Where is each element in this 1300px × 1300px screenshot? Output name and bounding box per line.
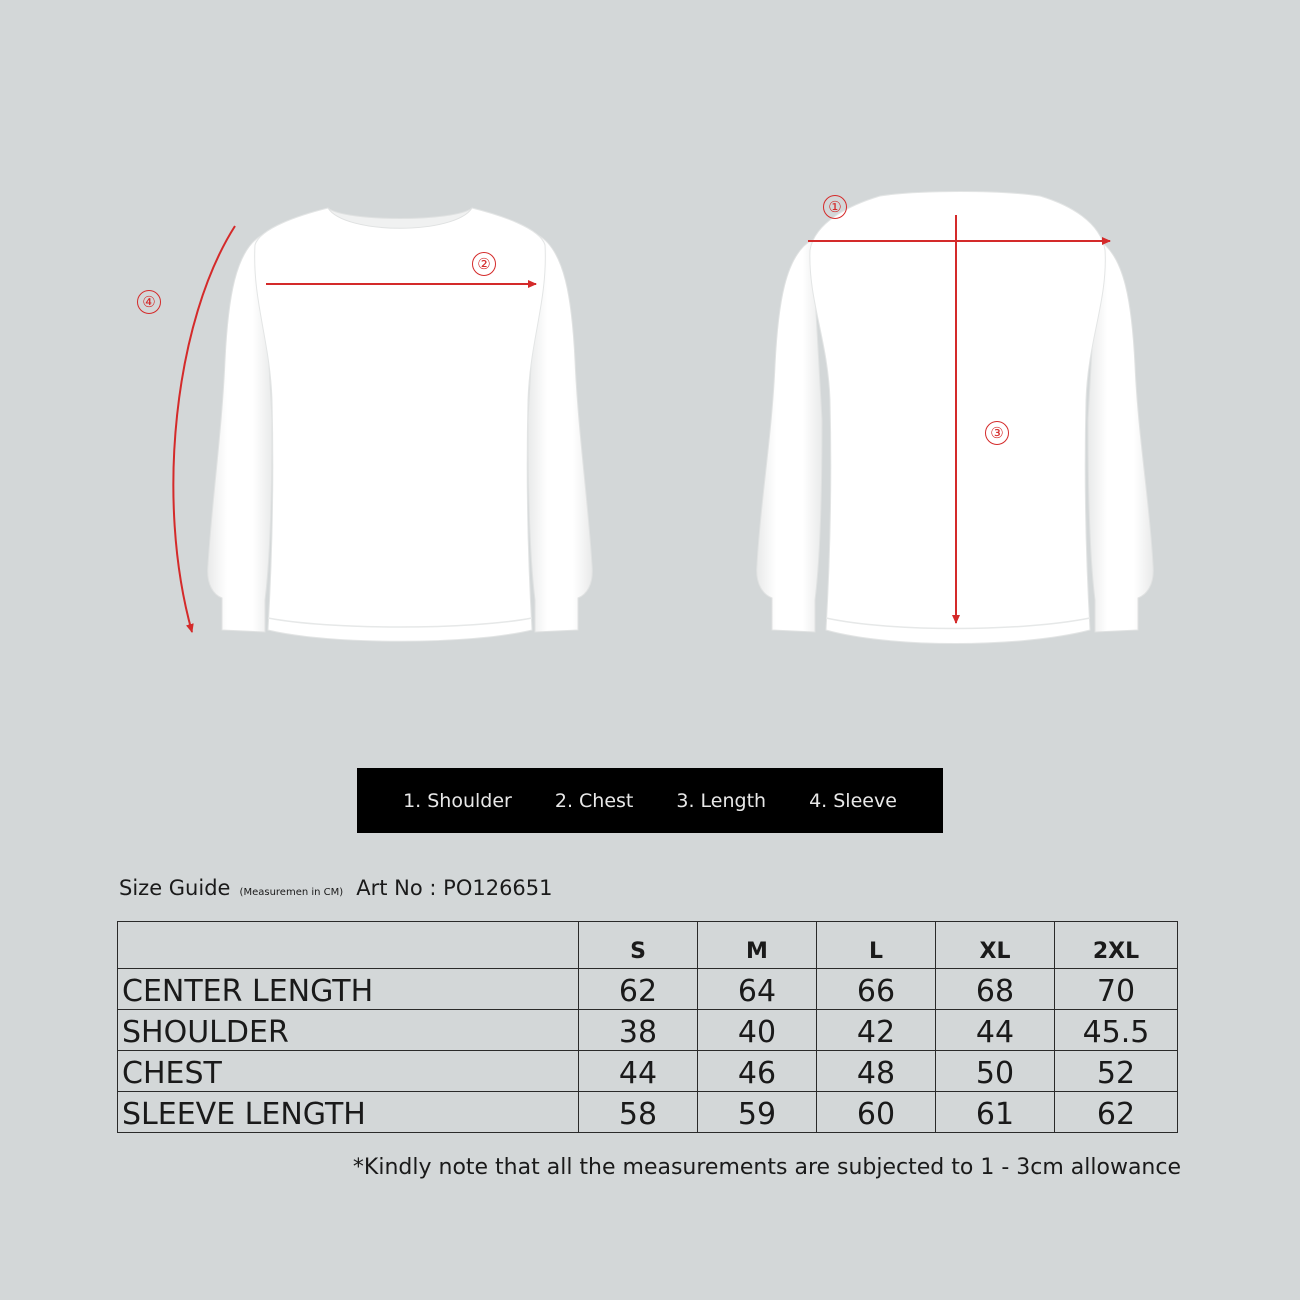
row-label: CENTER LENGTH (118, 969, 579, 1010)
table-cell: 40 (698, 1010, 817, 1051)
table-cell: 45.5 (1055, 1010, 1178, 1051)
allowance-footnote: *Kindly note that all the measurements are subjected to 1 - 3cm allowance (352, 1155, 1181, 1180)
row-label: CHEST (118, 1051, 579, 1092)
table-cell: 62 (1055, 1092, 1178, 1133)
size-header: L (817, 922, 936, 969)
size-header: S (579, 922, 698, 969)
legend-item-length: 3. Length (676, 789, 767, 812)
corner-cell (118, 922, 579, 969)
size-guide-title: Size Guide (119, 876, 231, 900)
back-body (810, 192, 1105, 644)
table-cell: 42 (817, 1010, 936, 1051)
measurement-legend (357, 768, 943, 833)
table-cell: 70 (1055, 969, 1178, 1010)
table-cell: 52 (1055, 1051, 1178, 1092)
shoulder-marker: ① (823, 195, 847, 219)
back-left-sleeve (757, 240, 822, 632)
table-cell: 64 (698, 969, 817, 1010)
legend-item-sleeve: 4. Sleeve (809, 789, 897, 812)
table-cell: 50 (936, 1051, 1055, 1092)
table-cell: 68 (936, 969, 1055, 1010)
table-cell: 44 (579, 1051, 698, 1092)
table-cell: 61 (936, 1092, 1055, 1133)
size-header: M (698, 922, 817, 969)
table-row (118, 969, 1178, 1010)
table-cell: 66 (817, 969, 936, 1010)
unit-note: (Measuremen in CM) (239, 887, 344, 898)
table-cell: 46 (698, 1051, 817, 1092)
front-body (255, 208, 546, 641)
table-cell: 58 (579, 1092, 698, 1133)
table-row (118, 1051, 1178, 1092)
table-row (118, 1092, 1178, 1133)
row-label: SLEEVE LENGTH (118, 1092, 579, 1133)
size-table (117, 921, 1178, 1133)
art-number: Art No : PO126651 (356, 876, 553, 900)
size-header: 2XL (1055, 922, 1178, 969)
table-cell: 44 (936, 1010, 1055, 1051)
front-shirt (208, 208, 593, 641)
length-marker: ③ (985, 421, 1009, 445)
legend-item-shoulder: 1. Shoulder (403, 789, 512, 812)
table-cell: 38 (579, 1010, 698, 1051)
table-cell: 59 (698, 1092, 817, 1133)
table-cell: 60 (817, 1092, 936, 1133)
legend-item-chest: 2. Chest (554, 789, 634, 812)
chest-marker: ② (472, 252, 496, 276)
size-header-row (118, 922, 1178, 969)
size-header: XL (936, 922, 1055, 969)
table-cell: 62 (579, 969, 698, 1010)
table-cell: 48 (817, 1051, 936, 1092)
row-label: SHOULDER (118, 1010, 579, 1051)
sleeve-marker: ④ (137, 290, 161, 314)
table-row (118, 1010, 1178, 1051)
size-guide-heading (119, 876, 553, 900)
